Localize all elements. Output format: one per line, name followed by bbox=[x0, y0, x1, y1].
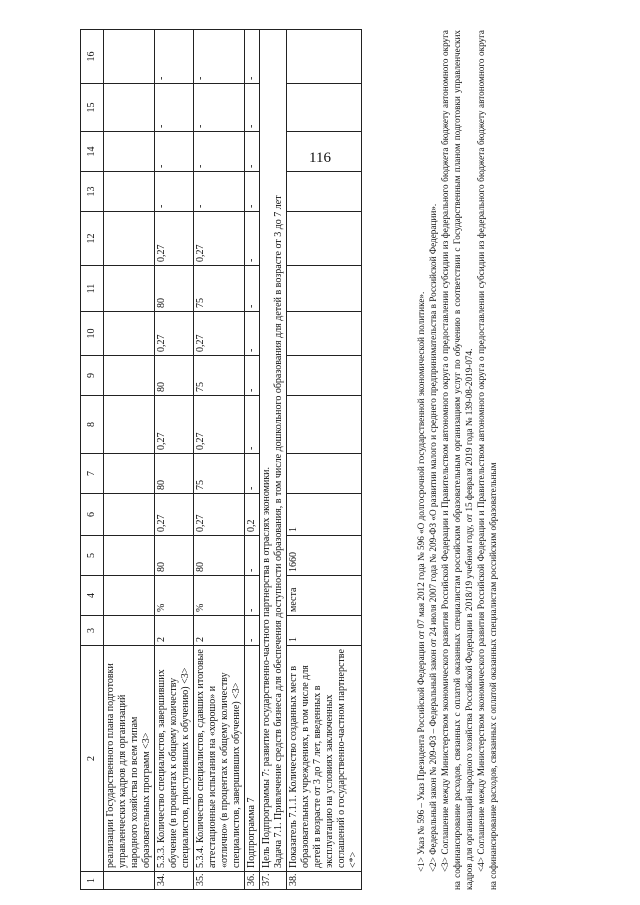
table-cell: 35. bbox=[194, 872, 245, 890]
table-cell: 0,27 bbox=[194, 396, 245, 454]
table-cell: реализации Государственного плана подготовки управленческих кадров для организаций народного хозяйства по всем типам образовательных программ <3> bbox=[104, 646, 155, 872]
table-cell bbox=[287, 312, 362, 356]
table-cell bbox=[104, 536, 155, 576]
table-cell: - bbox=[245, 356, 260, 396]
indicators-table bbox=[80, 29, 362, 890]
table-cell: - bbox=[245, 266, 260, 312]
table-cell bbox=[104, 84, 155, 132]
table-cell: 5.3.4. Количество специалистов, сдавших итоговые аттестационные испытания на «хорошо» и «отлично» (в процентах к общему количеству специалистов, завершивших обучение) <3> bbox=[194, 646, 245, 872]
table-cell: 75 bbox=[194, 266, 245, 312]
table-cell bbox=[104, 30, 155, 84]
table-cell: - bbox=[245, 576, 260, 616]
table-cell bbox=[104, 454, 155, 494]
table-cell: 34. bbox=[155, 872, 194, 890]
table-cell: 5 bbox=[81, 536, 104, 576]
table-cell bbox=[287, 266, 362, 312]
table-cell: % bbox=[194, 576, 245, 616]
table-cell: 9 bbox=[81, 356, 104, 396]
table-cell bbox=[287, 356, 362, 396]
table-cell: 1 bbox=[287, 616, 362, 646]
footnote: <4> Соглашение между Министерством экономического развития Российской Федерации и Правительством автономного округа о предоставлении субсидии из федерального бюджета бюджету автономного округа на софинансирование расходов, связанных с оплатой оказанных специалистам российским образовательным bbox=[476, 30, 498, 890]
table-cell: - bbox=[194, 30, 245, 84]
table-cell: 80 bbox=[155, 536, 194, 576]
table-row bbox=[194, 30, 245, 890]
table-cell: - bbox=[155, 172, 194, 212]
table-cell: 0,27 bbox=[155, 212, 194, 266]
table-cell: 75 bbox=[194, 454, 245, 494]
table-cell: - bbox=[245, 454, 260, 494]
rotated-page-content bbox=[80, 30, 600, 890]
table-cell: 0,27 bbox=[155, 312, 194, 356]
table-row bbox=[155, 30, 194, 890]
table-cell bbox=[287, 30, 362, 84]
table-cell bbox=[104, 616, 155, 646]
table-cell: - bbox=[245, 132, 260, 172]
table-cell: - bbox=[194, 84, 245, 132]
table-cell: 80 bbox=[155, 356, 194, 396]
table-cell: - bbox=[245, 212, 260, 266]
table-row-goal bbox=[260, 30, 287, 890]
table-cell: 3 bbox=[81, 616, 104, 646]
table-cell: - bbox=[155, 132, 194, 172]
table-cell: 0,2 bbox=[245, 494, 260, 536]
table-cell: - bbox=[245, 536, 260, 576]
table-cell: 4 bbox=[81, 576, 104, 616]
table-cell: 6 bbox=[81, 494, 104, 536]
table-cell bbox=[287, 212, 362, 266]
table-cell: 0,27 bbox=[155, 494, 194, 536]
table-cell: 5.3.3. Количество специалистов, завершивших обучение (в процентах к общему количеству специалистов, приступивших к обучению) <3> bbox=[155, 646, 194, 872]
table-cell: 0,27 bbox=[194, 212, 245, 266]
table-cell: - bbox=[194, 132, 245, 172]
table-cell: 2 bbox=[194, 616, 245, 646]
table-header-row bbox=[81, 30, 104, 890]
table-cell: - bbox=[155, 30, 194, 84]
table-cell: 75 bbox=[194, 356, 245, 396]
table-cell: места bbox=[287, 576, 362, 616]
table-cell: Подпрограмма 7 bbox=[245, 646, 260, 872]
table-cell: 8 bbox=[81, 396, 104, 454]
table-row bbox=[245, 30, 260, 890]
table-cell: - bbox=[245, 172, 260, 212]
table-cell bbox=[104, 266, 155, 312]
table-cell: 0,27 bbox=[194, 312, 245, 356]
table-cell: 80 bbox=[155, 266, 194, 312]
table-cell: 37. bbox=[260, 872, 287, 890]
table-cell: - bbox=[194, 172, 245, 212]
table-cell: - bbox=[245, 396, 260, 454]
table-cell bbox=[287, 396, 362, 454]
table-cell: 1660 bbox=[287, 536, 362, 576]
table-cell: 13 bbox=[81, 172, 104, 212]
table-cell: 16 bbox=[81, 30, 104, 84]
table-cell: Показатель 7.1.1. Количество созданных мест в образовательных учреждениях, в том числе для детей в возрасте от 3 до 7 лет, введенных в эксплуатацию на условиях заключенных соглашений о государственно-частном партнерстве <*> bbox=[287, 646, 362, 872]
table-cell bbox=[104, 132, 155, 172]
table-cell bbox=[287, 84, 362, 132]
table-row bbox=[287, 30, 362, 890]
table-cell: - bbox=[245, 312, 260, 356]
table-cell: 38. bbox=[287, 872, 362, 890]
table-cell bbox=[104, 356, 155, 396]
table-cell bbox=[104, 576, 155, 616]
table-cell: - bbox=[245, 30, 260, 84]
goal-cell bbox=[260, 30, 287, 872]
task-text: Задача 7.1. Привлечение средств бизнеса для обеспечения доступности образования, в том числе дошкольного образования для детей в возрасте от 3 до 7 лет bbox=[273, 195, 284, 868]
table-cell: 11 bbox=[81, 266, 104, 312]
footnote: <2> Федеральный закон № 209-ФЗ – Федеральный закон от 24 июля 2007 года № 209-ФЗ «О развитии малого и среднего предпринимательства в Российской Федерации». bbox=[428, 203, 438, 872]
goal-text: Цель Подпрограммы 7: развитие государственно-частного партнерства в отраслях экономики. bbox=[261, 466, 272, 868]
table-cell: 80 bbox=[194, 536, 245, 576]
table-cell: 36. bbox=[245, 872, 260, 890]
table-cell: 10 bbox=[81, 312, 104, 356]
table-cell: 0,27 bbox=[155, 396, 194, 454]
page-number: 116 bbox=[309, 150, 331, 166]
table-cell: - bbox=[245, 616, 260, 646]
table-cell: 0,27 bbox=[194, 494, 245, 536]
table-cell: 14 bbox=[81, 132, 104, 172]
table-cell: 2 bbox=[155, 616, 194, 646]
table-cell bbox=[104, 494, 155, 536]
table-cell bbox=[104, 396, 155, 454]
table-cell: 1 bbox=[287, 494, 362, 536]
table-cell: - bbox=[245, 84, 260, 132]
table-cell bbox=[104, 872, 155, 890]
table-cell bbox=[104, 172, 155, 212]
table-cell: 7 bbox=[81, 454, 104, 494]
table-cell: 80 bbox=[155, 454, 194, 494]
footnote: <3> Соглашение между Министерством экономического развития Российской Федерации и Правительством автономного округа о предоставлении субсидии из федерального бюджета бюджету автономного округа на софинансирование расходов, связанных с оплатой оказанных специалистам российским образовательным организациям услуг по обучению в соответствии с Государственным планом подготовки управленческих кадров для организаций народного хозяйства Российской Федерации в 2018/19 учебном году, от 15 февраля 2019 года № 139-08-2019-074. bbox=[440, 30, 474, 890]
table-cell bbox=[104, 312, 155, 356]
table-cell: 2 bbox=[81, 646, 104, 872]
table-cell bbox=[287, 132, 362, 172]
table-cell bbox=[287, 172, 362, 212]
table-cell: 12 bbox=[81, 212, 104, 266]
table-cell: 1 bbox=[81, 872, 104, 890]
table-cell bbox=[104, 212, 155, 266]
table-cell: % bbox=[155, 576, 194, 616]
table-cell: 15 bbox=[81, 84, 104, 132]
table-row bbox=[104, 30, 155, 890]
table-cell bbox=[287, 454, 362, 494]
footnotes bbox=[415, 30, 499, 890]
footnote: <1> Указ № 596 – Указ Президента Российской Федерации от 07 мая 2012 года № 596 «О долгосрочной государственной экономической политике». bbox=[416, 291, 426, 872]
table-cell: - bbox=[155, 84, 194, 132]
